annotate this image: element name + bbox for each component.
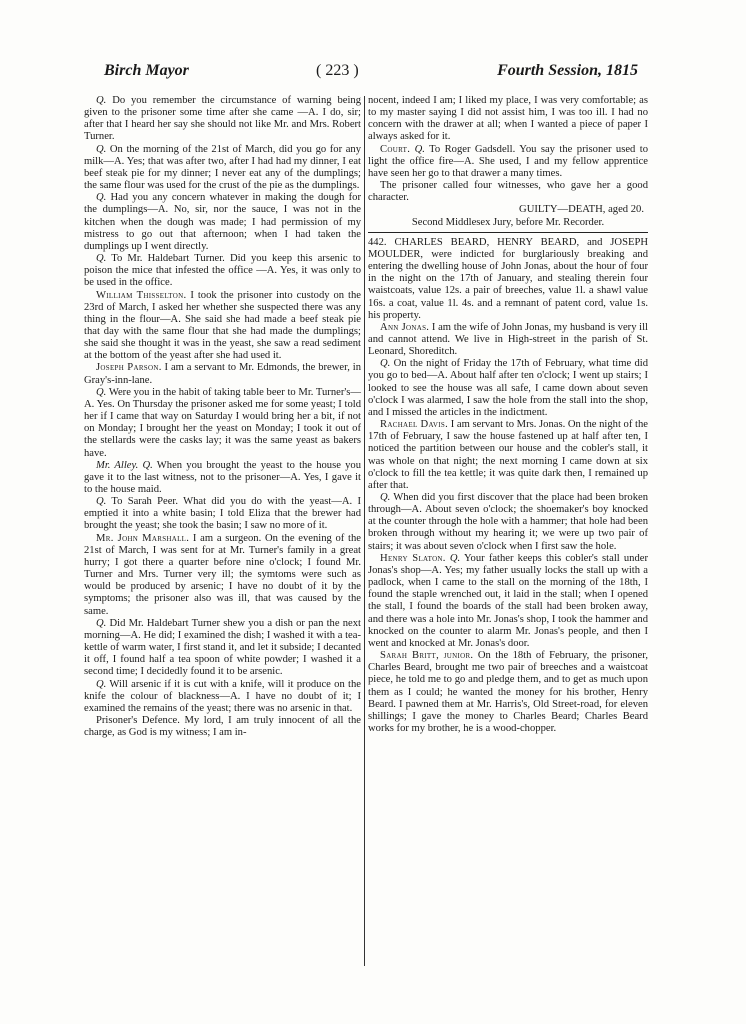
- defence-continuation: nocent, indeed I am; I liked my place, I was very comfortable; as to my master saying I did not assist him, I was too ill. I had no concern with the drawer at all; when I wanted a piece of paper I always asked for it.: [368, 95, 648, 143]
- case-heading: 442. CHARLES BEARD, HENRY BEARD, and JOSEPH MOULDER, were indicted for burglariously breaking and entering the dwelling house of John Jonas, about the hour of four in the night on the 17th of January, and stealing therein four waistcoats, value 12s. a pair of breeches, value 1l. a shawl value 16s. a coat, value 1l. 4s. and a remnant of patent cord, value 1s. his property.: [368, 236, 648, 321]
- testimony-paragraph: Q. To Mr. Haldebart Turner. Did you keep this arsenic to poison the mice that infested the office —A. Yes, it was only to be used in the office.: [84, 253, 361, 289]
- testimony-paragraph: Mr. Alley. Q. When you brought the yeast to the house you gave it to the last witness, not to the prisoner—A. Yes, I gave it to the house maid.: [84, 459, 362, 495]
- testimony-paragraph: Q. Were you in the habit of taking table beer to Mr. Turner's—A. Yes. On Thursday the prisoner asked me for some yeast; I told her if I came that way on Saturday I would bring her a bit, if not on Monday; I brought her the yeast on Monday; I took it out of the stellards were the casks lay; it was the same yeast as bakers have.: [84, 386, 361, 459]
- character-witnesses: The prisoner called four witnesses, who gave her a good character.: [368, 180, 648, 204]
- court-question: Court. Q. To Roger Gadsdell. You say the prisoner used to light the office fire—A. She used, I and my fellow apprentice have seen her go to that drawer a many times.: [368, 143, 648, 179]
- defendants: CHARLES BEARD, HENRY BEARD, and JOSEPH MOULDER,: [368, 236, 648, 260]
- testimony-paragraph: Q. Will arsenic if it is cut with a knife, will it produce on the knife the colour of blackness—A. I have no doubt of it; I examined the remains of the yeast; there was no arsenic in that.: [84, 678, 361, 714]
- witness-name: Joseph Parson.: [96, 362, 162, 374]
- testimony-paragraph: Mr. John Marshall. I am a surgeon. On the evening of the 21st of March, I was sent for at Mr. Turner's family in a great hurry; I got there a quarter before nine o'clock; I found Mr. Turner and Mrs. Turner very ill; the symtoms were such as would be produced by arsenic; I have no doubt of it by the symptoms; the prisoner also was ill, that was caused by the same.: [84, 532, 361, 617]
- testimony-paragraph: Joseph Parson. I am a servant to Mr. Edmonds, the brewer, in Gray's-inn-lane.: [84, 362, 361, 386]
- testimony-paragraph: Q. Had you any concern whatever in making the dough for the dumplings—A. No, sir, nor the sauce, I was not in the kitchen when the dough was made; I had permission of my mistress to go out that afternoon; when I had taken the dumplings up I went directly.: [84, 192, 361, 252]
- defence-paragraph: Prisoner's Defence. My lord, I am truly innocent of all the charge, as God is my witness; I am in-: [84, 714, 362, 739]
- counsel-name: Mr. Alley.: [96, 459, 139, 471]
- witness-name: Henry Slaton.: [380, 552, 446, 564]
- left-column: [84, 95, 361, 739]
- witness-name: Ann Jonas.: [380, 321, 430, 333]
- testimony-paragraph: Ann Jonas. I am the wife of John Jonas, my husband is very ill and cannot attend. We live in High-street in the parish of St. Leonard, Shoreditch.: [368, 321, 648, 358]
- witness-name: Rachael Davis.: [380, 419, 449, 431]
- header-mayor: Birch Mayor: [104, 62, 189, 79]
- testimony-paragraph: Q. On the morning of the 21st of March, did you go for any milk—A. Yes; that was after two, after I had had my dinner, I eat beef steak pie for my dinner; I never eat any of the dumplings; the same flour was used for the crust of the pie as the dumplings.: [84, 143, 361, 192]
- testimony-paragraph: Q. Do you remember the circumstance of warning being given to the prisoner some time after she came —A. I do, sir; after that I heard her say she should not like Mr. and Mrs. Robert Turner.: [84, 95, 361, 143]
- testimony-paragraph: William Thisselton. I took the prisoner into custody on the 23rd of March, I asked her whether she suspected there was any thing in the flour—A. She said she had made a beef steak pie that day with the same flour that she had made the dumplings; she said she thought it was in the yeast, she saw a read sediment at the bottom of the yeast after she had used it.: [84, 289, 361, 362]
- verdict: GUILTY—DEATH, aged 20.: [519, 204, 644, 216]
- header-page-number: ( 223 ): [316, 62, 359, 79]
- page-header: [104, 62, 638, 86]
- witness-name: William Thisselton.: [96, 289, 187, 301]
- testimony-paragraph: Q. When did you first discover that the place had been broken through—A. About seven o'clock; the shoemaker's boy knocked at the counter through the hole with a hammer; that hole had been broken through without my hearing it; we were up two pair of stairs; it was about seven o'clock when I first saw the hole.: [368, 492, 648, 552]
- defence-label: Prisoner's Defence.: [96, 714, 180, 726]
- column-divider: [364, 96, 365, 966]
- jury-line: Second Middlesex Jury, before Mr. Recorder.: [411, 216, 605, 228]
- testimony-paragraph: Q. To Sarah Peer. What did you do with the yeast—A. I emptied it into a white basin; I told Eliza that the brewer had brought the yeast; she took the basin; I saw no more of it.: [84, 496, 361, 532]
- court-label: Court.: [380, 143, 411, 155]
- witness-name: Sarah Britt, junior.: [380, 650, 474, 662]
- case-number: 442.: [368, 236, 387, 248]
- witness-name: Mr. John Marshall.: [96, 532, 190, 544]
- testimony-paragraph: Q. Did Mr. Haldebart Turner shew you a dish or pan the next morning—A. He did; I examined the dish; I washed it with a tea-kettle of warm water, I first stand it, and let it subside; I decanted it off, I found half a tea spoon of white powder; I washed it a second time; I decidedly found it to be arsenic.: [84, 617, 361, 678]
- right-column: [368, 95, 648, 735]
- header-session: Fourth Session, 1815: [497, 62, 638, 79]
- testimony-paragraph: Sarah Britt, junior. On the 18th of February, the prisoner, Charles Beard, brought me two pair of breeches and a waistcoat piece, he told me to go and pledge them, and to get as much upon them as I could; he wanted the money for his brother, Henry Beard. I pawned them at Mr. Harris's, Old Street-road, for eleven shillings; I gave the money to Charles Beard; Charles Beard works for my brother, he is a wood-chopper.: [368, 650, 649, 734]
- testimony-paragraph: Henry Slaton. Q. Your father keeps this cobler's stall under Jonas's shop—A. Yes; my father usually locks the stall up with a padlock, when I came to the stall on the morning of the 18th, I found the staple wrenched out, it laid in the stall; when I opened the stall, I found the boards of the stall had been broken away, and there was a hole into Mr. Jonas's shop, I took the hammer and knocked on the counter to alarm Mr. Jonas's people, and then I went and knocked at Mr. Jonas's door.: [368, 552, 648, 649]
- testimony-paragraph: Q. On the night of Friday the 17th of February, what time did you go to bed—A. About half after ten o'clock; I went up stairs; I looked to see the house was all safe, I came down about seven o'clock I was alarmed, I saw the hole from the stall into the shop, and I missed the articles in the indictment.: [368, 358, 649, 418]
- case-separator-rule: [368, 232, 648, 233]
- testimony-paragraph: Rachael Davis. I am servant to Mrs. Jonas. On the night of the 17th of February, I saw the house fastened up at half after ten, I noticed the partition between our house and the cobler's stall, it was whole on that night; the next morning I came down at six o'clock to fill the tea kettle; it was quite dark then, I remained up after that.: [368, 419, 648, 491]
